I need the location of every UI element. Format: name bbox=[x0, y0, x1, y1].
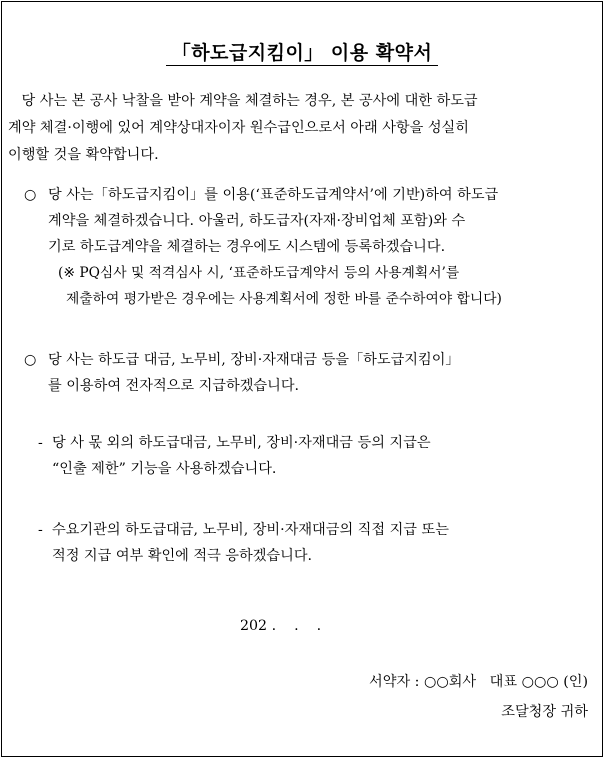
document-title: 「하도급지킴이」 이용 확약서 bbox=[2, 38, 602, 65]
document-page bbox=[1, 1, 603, 757]
subitem-line: 적정 지급 여부 확인에 적극 응하겠습니다. bbox=[52, 548, 313, 564]
dash-bullet-icon: - bbox=[38, 522, 43, 538]
date-line: 202 . . . bbox=[240, 618, 322, 634]
pledge-subitem-2 bbox=[38, 517, 594, 569]
pledge-note-line: (※ PQ심사 및 적격심사 시, ‘표준하도급계약서 등의 사용계획서’를 bbox=[58, 265, 460, 281]
pledge-line: ○ 당 사는 하도급 대금, 노무비, 장비·자재대금 등을「하도급지킴이」 bbox=[24, 347, 594, 373]
intro-paragraph bbox=[8, 88, 596, 169]
pledge-note-line: 제출하여 평가받은 경우에는 사용계획서에 정한 바를 준수하여야 합니다) bbox=[66, 291, 502, 307]
intro-line: 당 사는 본 공사 낙찰을 받아 계약을 체결하는 경우, 본 공사에 대한 하도급 bbox=[8, 93, 478, 109]
subitem-line: “인출 제한” 기능을 사용하겠습니다. bbox=[52, 461, 277, 477]
intro-line: 계약 체결·이행에 있어 계약상대자이자 원수급인으로서 아래 사항을 성실히 bbox=[8, 120, 469, 136]
circle-bullet-icon: ○ bbox=[24, 352, 37, 368]
recipient-line: 조달청장 귀하 bbox=[501, 704, 588, 720]
pledge-item-2 bbox=[24, 347, 594, 399]
pledge-item-1 bbox=[24, 182, 594, 312]
pledge-subitem-1 bbox=[38, 430, 594, 482]
pledge-line: 를 이용하여 전자적으로 지급하겠습니다. bbox=[48, 378, 300, 394]
pledge-line: 계약을 체결하겠습니다. 아울러, 하도급자(자재·장비업체 포함)와 수 bbox=[48, 213, 466, 229]
dash-bullet-icon: - bbox=[38, 435, 43, 451]
intro-line: 이행할 것을 확약합니다. bbox=[8, 147, 159, 163]
signer-line: 서약자 : ○○회사 대표 ○○○ (인) bbox=[369, 674, 588, 690]
subitem-line: - 수요기관의 하도급대금, 노무비, 장비·자재대금의 직접 지급 또는 bbox=[38, 517, 594, 543]
circle-bullet-icon: ○ bbox=[24, 187, 37, 203]
subitem-line: - 당 사 몫 외의 하도급대금, 노무비, 장비·자재대금 등의 지급은 bbox=[38, 430, 594, 456]
pledge-line: ○ 당 사는「하도급지킴이」를 이용(‘표준하도급계약서’에 기반)하여 하도급 bbox=[24, 182, 594, 208]
pledge-line: 기로 하도급계약을 체결하는 경우에도 시스템에 등록하겠습니다. bbox=[48, 239, 446, 255]
